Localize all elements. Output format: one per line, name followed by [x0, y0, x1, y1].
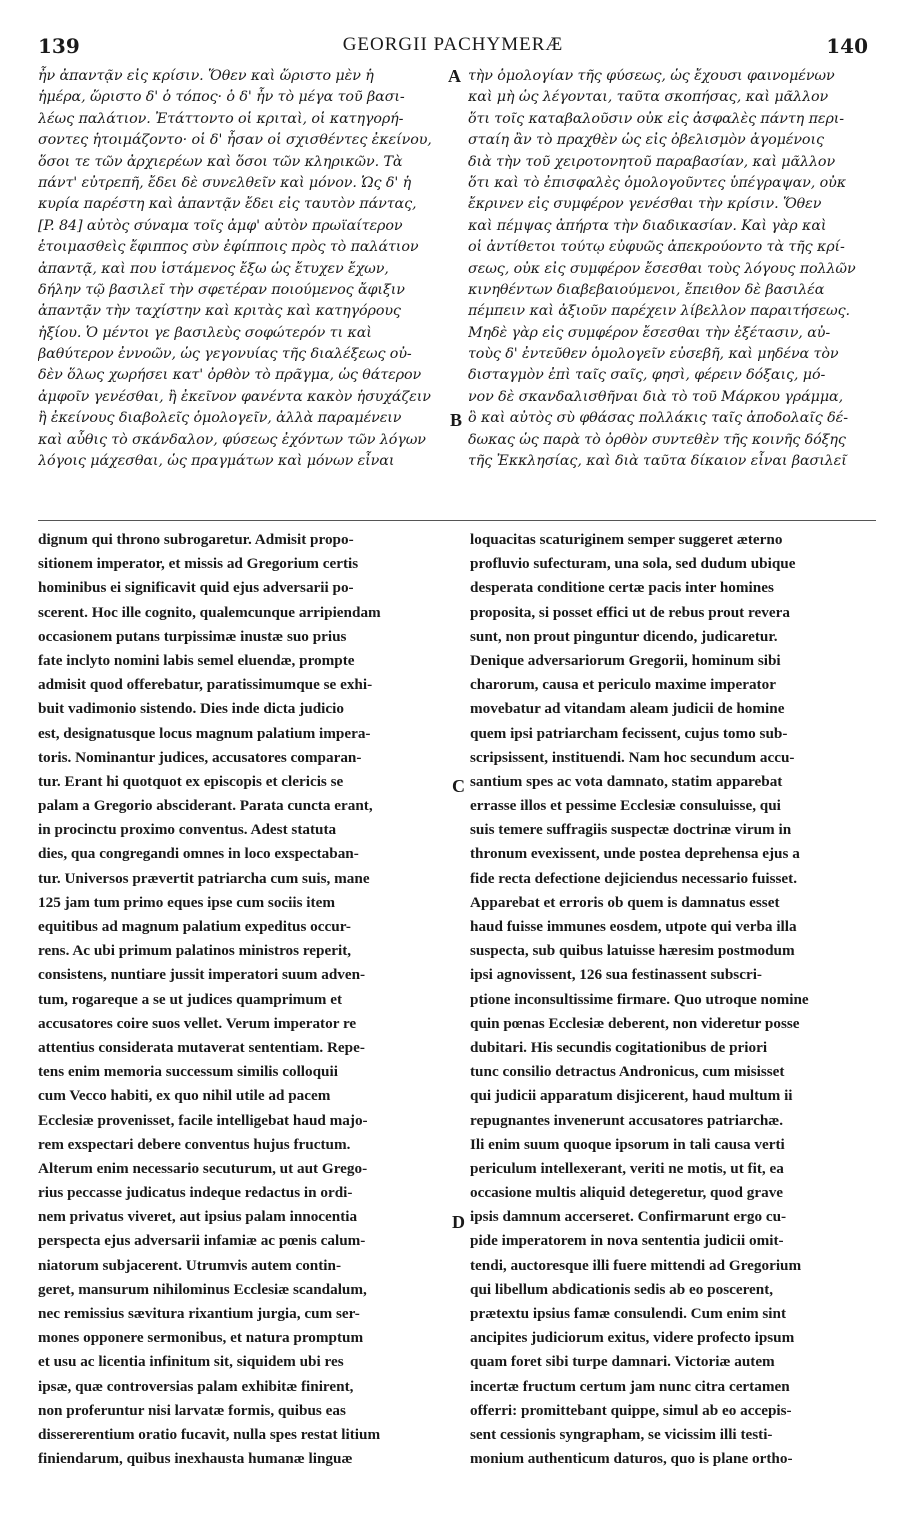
text-line: tur. Erant hi quotquot ex episcopis et clericis se: [38, 772, 344, 790]
text-line: πέμπειν καὶ ἀξιοῦν παρέχειν λίβελλον παραιτήσεως.: [468, 303, 850, 320]
text-line: in procinctu proximo conventus. Adest statuta: [38, 821, 337, 839]
text-line: palam a Gregorio absciderant. Parata cuncta erant,: [38, 797, 373, 815]
text-line: admisit quod offerebatur, paratissimumque se exhi-: [38, 676, 373, 694]
page-number-right: 140: [826, 34, 868, 58]
text-line: 125 jam tum primo eques ipse cum sociis item: [38, 893, 335, 911]
text-line: δὲν ὅλως χωρήσει κατ' ὀρθὸν τὸ πρᾶγμα, ὡς θάτερον: [38, 367, 422, 384]
text-line: [P. 84] αὐτὸς σύναμα τοῖς ἀμφ' αὐτὸν πρωϊαίτερον: [38, 217, 403, 234]
text-line: Alterum enim necessario secuturum, ut aut Grego-: [38, 1159, 368, 1177]
text-line: tur. Universos prævertit patriarcha cum suis, mane: [38, 869, 370, 887]
text-line: geret, mansurum nihilominus Ecclesiæ scandalum,: [38, 1280, 367, 1298]
text-line: quin pœnas Ecclesiæ deberent, non videretur posse: [470, 1014, 800, 1032]
text-line: σοντες ἡτοιμάζοντο· οἱ δ' ἦσαν οἱ σχισθέντες ἐκείνου,: [38, 132, 432, 149]
section-marker-d: D: [452, 1212, 465, 1232]
text-line: ptione inconsultissime firmare. Quo utroque nomine: [470, 990, 809, 1008]
text-line: dissererentium oratio fucavit, nulla spes restat litium: [38, 1425, 381, 1443]
text-line: ἑτοιμασθεὶς ἔφιππος σὺν ἐφίπποις πρὸς τὸ παλάτιον: [38, 239, 419, 256]
text-line: niatorum subjacerent. Utrumvis autem contin-: [38, 1256, 342, 1274]
text-line: νον δὲ σκανδαλισθῆναι διὰ τὸ τοῦ Μάρκου γράμμα,: [468, 388, 844, 405]
text-line: non proferuntur nisi larvatæ formis, quibus eas: [38, 1401, 346, 1419]
text-line: profluvio sufecturam, una sola, sed dudum ubique: [470, 555, 796, 573]
text-line: ipsis damnum accerseret. Confirmarunt ergo cu-: [470, 1208, 787, 1226]
text-line: qui judicii apparatum disjicerent, haud multum ii: [470, 1087, 793, 1105]
running-header: [38, 34, 868, 58]
text-line: rem exspectari debere conventus hujus fructum.: [38, 1135, 351, 1153]
text-line: qui libellum abdicationis sedis ab eo poscerent,: [470, 1280, 774, 1298]
text-line: incertæ fructum certum jam nunc citra certamen: [470, 1377, 790, 1395]
text-line: ὅσοι τε τῶν ἀρχιερέων καὶ ὅσοι τῶν κληρικῶν. Τὰ: [38, 153, 403, 170]
text-line: βαθύτερον ἐννοῶν, ὡς γεγονυίας τῆς διαλέξεως οὐ-: [38, 346, 412, 363]
text-line: suspecta, sub quibus latuisse hæresim postmodum: [470, 942, 795, 960]
text-line: σταίη ἂν τὸ πραχθὲν ὡς εἰς ὀβελισμὸν ἀγομένοις: [468, 132, 824, 149]
text-line: quem ipsi patriarcham fecissent, cujus tomo sub-: [470, 724, 788, 742]
text-line: dubitari. His secundis cogitationibus de priori: [470, 1038, 768, 1056]
text-line: ἔκρινεν εἰς συμφέρον γενέσθαι τὴν κρίσιν. Ὅθεν: [468, 196, 822, 213]
text-line: proposita, si posset effici ut de rebus prout revera: [470, 603, 790, 621]
text-line: δωκας ὡς παρὰ τὸ ὀρθὸν συντεθὲν τῆς κοινῆς δόξης: [468, 431, 846, 448]
text-line: ὃ καὶ αὐτὸς σὺ φθάσας πολλάκις ταῖς ἀποδολαῖς δέ-: [468, 410, 848, 427]
text-line: mones opponere sermonibus, et natura promptum: [38, 1329, 364, 1347]
text-line: κινηθέντων διαβεβαιούμενοι, ἔπειθον δὲ βασιλέα: [468, 281, 825, 298]
text-line: ἀπαντᾷν τὴν ταχίστην καὶ κριτὰς καὶ κατηγόρους: [38, 303, 401, 320]
text-line: tunc consilio detractus Andronicus, cum misisset: [470, 1063, 785, 1081]
text-line: τῆς Ἐκκλησίας, καὶ διὰ ταῦτα δίκαιον εἶναι βασιλεῖ: [468, 453, 847, 470]
text-line: dignum qui throno subrogaretur. Admisit propo-: [38, 531, 354, 548]
text-line: perspecta ejus adversarii infamiæ ac pœnis calum-: [38, 1232, 366, 1250]
text-line: sitionem imperator, et missis ad Gregorium certis: [38, 555, 359, 573]
text-line: nem privatus viveret, aut ipsius palam innocentia: [38, 1208, 358, 1226]
text-line: haud fuisse immunes eosdem, utpote qui verba illa: [470, 918, 797, 935]
text-line: ipsi agnovissent, 126 sua festinassent subscri-: [470, 966, 762, 984]
text-line: λόγοις μάχεσθαι, ὡς πραγμάτων καὶ μόνων εἶναι: [38, 453, 395, 470]
text-line: ἡμέρα, ὥριστο δ' ὁ τόπος· ὁ δ' ἦν τὸ μέγα τοῦ βασι-: [38, 89, 405, 106]
text-line: δισταγμὸν ἐπὶ ταῖς σαῖς, φησὶ, φέρειν δόξαις, μό-: [468, 367, 826, 384]
text-line: scerent. Hoc ille cognito, qualemcunque arripiendam: [38, 603, 381, 621]
section-marker-c: C: [452, 776, 465, 796]
text-line: rius peccasse judicatus indeque redactus in ordi-: [38, 1184, 353, 1202]
text-line: Denique adversariorum Gregorii, hominum sibi: [470, 651, 781, 669]
text-line: consistens, nuntiare jussit imperatori suum adven-: [38, 966, 366, 984]
text-line: ἦν ἀπαντᾷν εἰς κρίσιν. Ὅθεν καὶ ὥριστο μὲν ἡ: [38, 68, 374, 84]
text-line: rens. Ac ubi primum palatinos ministros reperit,: [38, 942, 352, 960]
section-marker-b: B: [450, 410, 463, 430]
text-line: et usu ac licentia infinitum sit, siquidem ubi res: [38, 1353, 344, 1371]
text-line: quam foret sibi turpe damnari. Victoriæ autem: [470, 1353, 775, 1371]
text-line: καὶ μὴ ὡς λέγονται, ταῦτα σκοπήσας, καὶ μᾶλλον: [468, 89, 829, 106]
text-line: πάντ' εὐτρεπῆ, ἔδει δὲ συνελθεῖν καὶ μόνον. Ὡς δ' ἡ: [38, 174, 412, 191]
text-line: offerri: promittebant quippe, simul ab eo accepis-: [470, 1401, 792, 1419]
text-line: σεως, οὐκ εἰς συμφέρον ἔσεσθαι τοὺς λόγους πολλῶν: [468, 260, 856, 277]
text-line: ἢ ἐκείνους διαβολεῖς ὁμολογεῖν, ἀλλὰ παραμένειν: [38, 410, 402, 427]
page-number-left: 139: [38, 34, 80, 58]
text-line: ancipites judiciorum exitus, videre profecto ipsum: [470, 1329, 795, 1347]
text-line: prætextu ipsius famæ consulendi. Cum enim sint: [470, 1305, 787, 1322]
text-line: ἀπαντᾷ, καὶ που ἱστάμενος ἔξω ὡς ἔτυχεν ἔχων,: [38, 260, 389, 277]
text-line: fide recta defectione dejiciendus necessario fuisset.: [470, 869, 798, 887]
text-line: finiendarum, quibus inexhausta humanæ linguæ: [38, 1450, 353, 1468]
text-line: santium spes ac vota damnato, statim apparebat: [470, 772, 783, 790]
text-line: thronum evexissent, unde postea deprehensa ejus a: [470, 845, 800, 863]
text-line: est, designatusque locus magnum palatium impera-: [38, 724, 371, 742]
section-marker-a: A: [448, 66, 461, 86]
text-line: cum Vecco habiti, ex quo nihil utile ad pacem: [38, 1087, 331, 1105]
text-line: sunt, non prout pinguntur dicendo, judicaretur.: [470, 627, 778, 645]
greek-column-left: [38, 66, 442, 472]
text-line: Μηδὲ γὰρ εἰς συμφέρον ἔσεσθαι τὴν ἐξέτασιν, αὐ-: [468, 324, 831, 341]
text-line: καὶ αὖθις τὸ σκάνδαλον, φύσεως ἐχόντων τῶν λόγων: [38, 431, 426, 448]
text-line: equitibus ad magnum palatium expeditus occur-: [38, 918, 351, 935]
text-line: pide imperatorem in nova sententia judicii omit-: [470, 1232, 784, 1250]
greek-column-right: [468, 66, 876, 472]
running-head-title: GEORGII PACHYMERÆ: [342, 34, 564, 55]
latin-column-left: [38, 528, 450, 1471]
text-line: attentius considerata mutaverat sententiam. Repe-: [38, 1038, 365, 1056]
text-line: periculum intellexerant, veriti ne motis, ut fit, ea: [470, 1159, 784, 1177]
text-line: Ili enim suum quoque ipsorum in tali causa verti: [470, 1135, 785, 1153]
text-line: οἱ ἀντίθετοι τούτῳ εὐφυῶς ἀπεκρούοντο τὰ τῆς κρί-: [468, 239, 845, 256]
text-line: errasse illos et pessime Ecclesiæ consuluisse, qui: [470, 797, 781, 815]
text-line: tendi, auctoresque illi fuere mittendi ad Gregorium: [470, 1256, 802, 1274]
text-line: ipsæ, quæ controversias palam exhibitæ finirent,: [38, 1377, 354, 1395]
text-line: movebatur ad vitandam aleam judicii de homine: [470, 700, 785, 718]
latin-column-right: [470, 528, 876, 1471]
text-line: occasionem putans turpissimæ inustæ suo prius: [38, 627, 347, 645]
text-line: Ecclesiæ provenisset, facile intelligebat haud majo-: [38, 1111, 368, 1129]
text-line: tum, rogareque a se ut judices quamprimum et: [38, 990, 343, 1008]
text-line: repugnantes invenerunt accusatores patriarchæ.: [470, 1111, 784, 1129]
text-line: monium authenticum daturos, quo is plane ortho-: [470, 1450, 793, 1468]
text-line: loquacitas scaturiginem semper suggeret æterno: [470, 531, 783, 548]
text-line: κυρία παρέστη καὶ ἀπαντᾷν ἔδει εἰς ταυτὸν πάντας,: [38, 196, 417, 213]
text-line: διὰ τὴν τοῦ χειροτονητοῦ παραβασίαν, καὶ μᾶλλον: [468, 153, 836, 170]
text-line: scripsissent, instituendi. Nam hoc secundum accu-: [470, 748, 795, 766]
text-line: suis temere suffragiis suspectæ doctrinæ virum in: [470, 821, 792, 839]
text-line: τοὺς δ' ἐντεῦθεν ὁμολογεῖν εὐσεβῆ, καὶ μηδένα τὸν: [468, 346, 839, 363]
text-line: occasione multis aliquid detegeretur, quod grave: [470, 1184, 784, 1202]
text-line: nec remissius sævitura rixantium jurgia, cum ser-: [38, 1305, 360, 1322]
text-line: ἀμφοῖν γενέσθαι, ἢ ἐκεῖνον φανέντα κακὸν ἡσυχάζειν: [38, 388, 431, 405]
text-line: buit vadimonio sistendo. Dies inde dicta judicio: [38, 700, 344, 718]
text-line: δήλην τῷ βασιλεῖ τὴν σφετέραν ποιούμενος ἄφιξιν: [38, 281, 405, 298]
text-line: charorum, causa et periculo maxime imperator: [470, 676, 776, 694]
text-line: sent cessionis syngrapham, se vicissim illi testi-: [470, 1425, 773, 1443]
column-separator-rule: [38, 520, 876, 521]
text-line: λέως παλάτιον. Ἐτάττοντο οἱ κριταὶ, οἱ κατηγορή-: [38, 110, 404, 127]
text-line: Apparebat et erroris ob quem is damnatus esset: [470, 893, 780, 911]
text-line: accusatores coire suos vellet. Verum imperator re: [38, 1014, 357, 1032]
text-line: ὅτι τοῖς καταβαλοῦσιν οὐκ εἰς ἀσφαλὲς πάντη περι-: [468, 110, 844, 127]
text-line: ἠξίου. Ὁ μέντοι γε βασιλεὺς σοφώτερόν τι καὶ: [38, 324, 372, 341]
text-line: toris. Nominantur judices, accusatores comparan-: [38, 748, 362, 766]
text-line: ὅτι καὶ τὸ ἐπισφαλὲς ὁμολογοῦντες ὑπέγραψαν, οὐκ: [468, 174, 847, 191]
text-line: hominibus ei significavit quid ejus adversarii po-: [38, 579, 354, 597]
text-line: τὴν ὁμολογίαν τῆς φύσεως, ὡς ἔχουσι φαινομένων: [468, 68, 835, 84]
text-line: tens enim memoria successum similis colloquii: [38, 1063, 338, 1081]
text-line: desperata conditione certæ pacis inter homines: [470, 579, 774, 597]
text-line: dies, qua congregandi omnes in loco exspectaban-: [38, 845, 359, 863]
text-line: fate inclyto nomini labis semel eluendæ, prompte: [38, 651, 355, 669]
text-line: καὶ πέμψας ἀπήρτα τὴν διαδικασίαν. Καὶ γὰρ καὶ: [468, 217, 827, 234]
